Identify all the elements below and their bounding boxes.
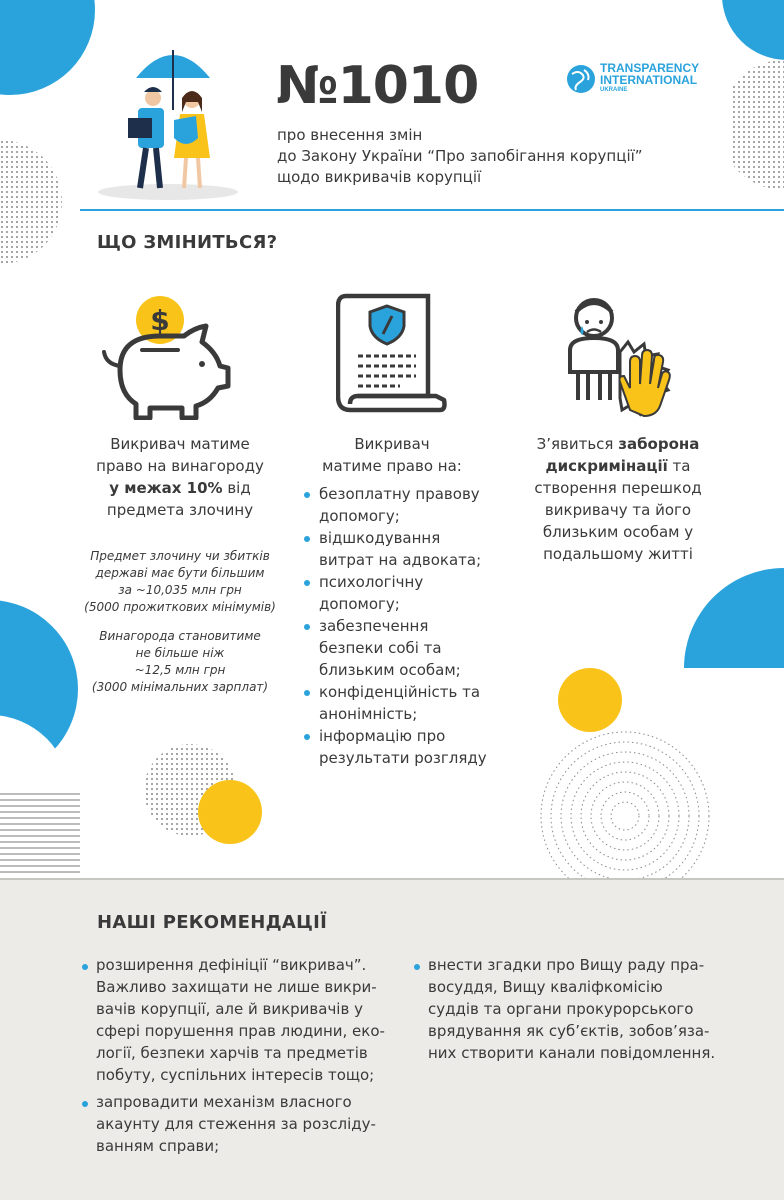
subtitle-line: про внесення змін [277, 126, 423, 144]
reward-note-threshold [60, 548, 300, 616]
svg-text:$: $ [150, 304, 170, 337]
list-item [80, 1091, 390, 1157]
changes-title: ЩО ЗМІНИТЬСЯ? [97, 232, 278, 253]
item-line: забезпечення [319, 617, 429, 635]
recommendations-title: НАШІ РЕКОМЕНДАЦІЇ [97, 912, 328, 933]
discrimination-text [518, 433, 718, 565]
discrimination-line [518, 433, 718, 455]
list-item [80, 954, 390, 1086]
rec-line: ванням справи; [96, 1137, 220, 1155]
reward-line: Викривач матиме [110, 435, 250, 453]
item-line: допомогу; [319, 507, 400, 525]
rec-line: вачів корупції, але й викривачів у [96, 1000, 363, 1018]
decor-lines-bottom-left [0, 790, 80, 878]
piggy-bank-icon [98, 290, 234, 420]
rights-intro-line: матиме право на: [322, 457, 462, 475]
item-line: безпеки собі та [319, 639, 442, 657]
note-line: не більше ніж [135, 646, 225, 660]
document-shield-icon [336, 292, 448, 418]
note-line: державі має бути більшим [95, 566, 265, 580]
recommendations-left-list [80, 954, 390, 1162]
rec-line: побуту, суспільних інтересів тощо; [96, 1066, 375, 1084]
subtitle-line: щодо викривачів корупції [277, 168, 482, 186]
sad-person-stop-hand-icon [560, 290, 672, 420]
rec-line: сфері порушення прав людини, еко- [96, 1022, 385, 1040]
rec-line: акаунту для стеження за розсліду- [96, 1115, 376, 1133]
note-line: (3000 мінімальних зарплат) [91, 680, 269, 694]
rec-line: розширення дефініції “викривач”. [96, 956, 367, 974]
item-line: безоплатну правову [319, 485, 480, 503]
item-line: результати розгляду [319, 749, 487, 767]
rec-line: них створити канали повідомлення. [428, 1044, 716, 1062]
reward-line [80, 477, 280, 499]
item-line: відшкодування [319, 529, 441, 547]
rec-line: внести згадки про Вищу раду пра- [428, 956, 705, 974]
discrimination-bold: дискримінації [545, 457, 668, 475]
rec-line: восуддя, Вищу кваліфкомісію [428, 978, 663, 996]
transparency-international-logo [566, 62, 716, 96]
discrimination-line: викривачу та його [544, 501, 692, 519]
decor-rings-right [540, 718, 710, 878]
decor-blue-circle-top-left [0, 0, 95, 95]
item-line: анонімність; [319, 705, 418, 723]
rec-line: логії, безпеки харчів та предметів [96, 1044, 368, 1062]
rec-line: Важливо захищати не лише викри- [96, 978, 377, 996]
logo-line3: UKRAINE [600, 87, 628, 93]
reward-rest: від [222, 479, 251, 497]
item-line: витрат на адвоката; [319, 551, 482, 569]
item-line: психологічну [319, 573, 424, 591]
list-item [302, 725, 502, 769]
discrimination-after: та [667, 457, 691, 475]
rights-intro-line: Викривач [354, 435, 430, 453]
globe-icon [566, 64, 596, 94]
reward-line: право на винагороду [96, 457, 264, 475]
reward-text [80, 433, 280, 521]
note-line: Предмет злочину чи збитків [90, 549, 270, 563]
item-line: інформацію про [319, 727, 446, 745]
bill-subtitle [277, 125, 643, 188]
item-line: допомогу; [319, 595, 400, 613]
rec-line: суддів та органи прокурорського [428, 1000, 694, 1018]
decor-dots-left [0, 140, 62, 270]
discrimination-line: створення перешкод [534, 479, 702, 497]
header-divider [80, 209, 784, 211]
note-line: Винагорода становитиме [99, 629, 261, 643]
discrimination-line: близьким особам у [542, 523, 694, 541]
discrimination-line [518, 455, 718, 477]
recommendations-panel [0, 878, 784, 1200]
decor-dots-top-right [732, 60, 784, 190]
discrimination-line: подальшому житті [543, 545, 693, 563]
decor-blue-circle-top-right [722, 0, 784, 60]
list-item [302, 615, 502, 681]
rec-line: запровадити механізм власного [96, 1093, 352, 1111]
reward-line: предмета злочину [106, 501, 254, 519]
note-line: за ~10,035 млн грн [118, 583, 242, 597]
subtitle-line: до Закону України “Про запобігання корупції” [277, 147, 643, 165]
reward-bold: у межах 10% [109, 479, 223, 497]
reward-note-limit [60, 628, 300, 696]
rec-line: врядування як суб’єктів, зобов’яза- [428, 1022, 710, 1040]
list-item [302, 527, 502, 571]
list-item [302, 571, 502, 615]
decor-yellow-circle-left [198, 780, 262, 844]
discrimination-pre: З’явиться [536, 435, 619, 453]
logo-line2: INTERNATIONAL [600, 73, 698, 87]
decor-yellow-circle-right [558, 668, 622, 732]
item-line: близьким особам; [319, 661, 461, 679]
bill-number: №1010 [276, 56, 479, 116]
rights-list [302, 483, 502, 769]
list-item [302, 681, 502, 725]
list-item [302, 483, 502, 527]
list-item [412, 954, 732, 1064]
umbrella-couple-illustration [98, 40, 248, 200]
discrimination-bold: заборона [618, 435, 700, 453]
logo-line1: TRANSPARENCY [600, 61, 700, 75]
note-line: ~12,5 млн грн [134, 663, 226, 677]
note-line: (5000 прожиткових мінімумів) [84, 600, 276, 614]
item-line: конфіденційність та [319, 683, 481, 701]
rights-intro [292, 433, 492, 477]
recommendations-right-list [412, 954, 732, 1069]
